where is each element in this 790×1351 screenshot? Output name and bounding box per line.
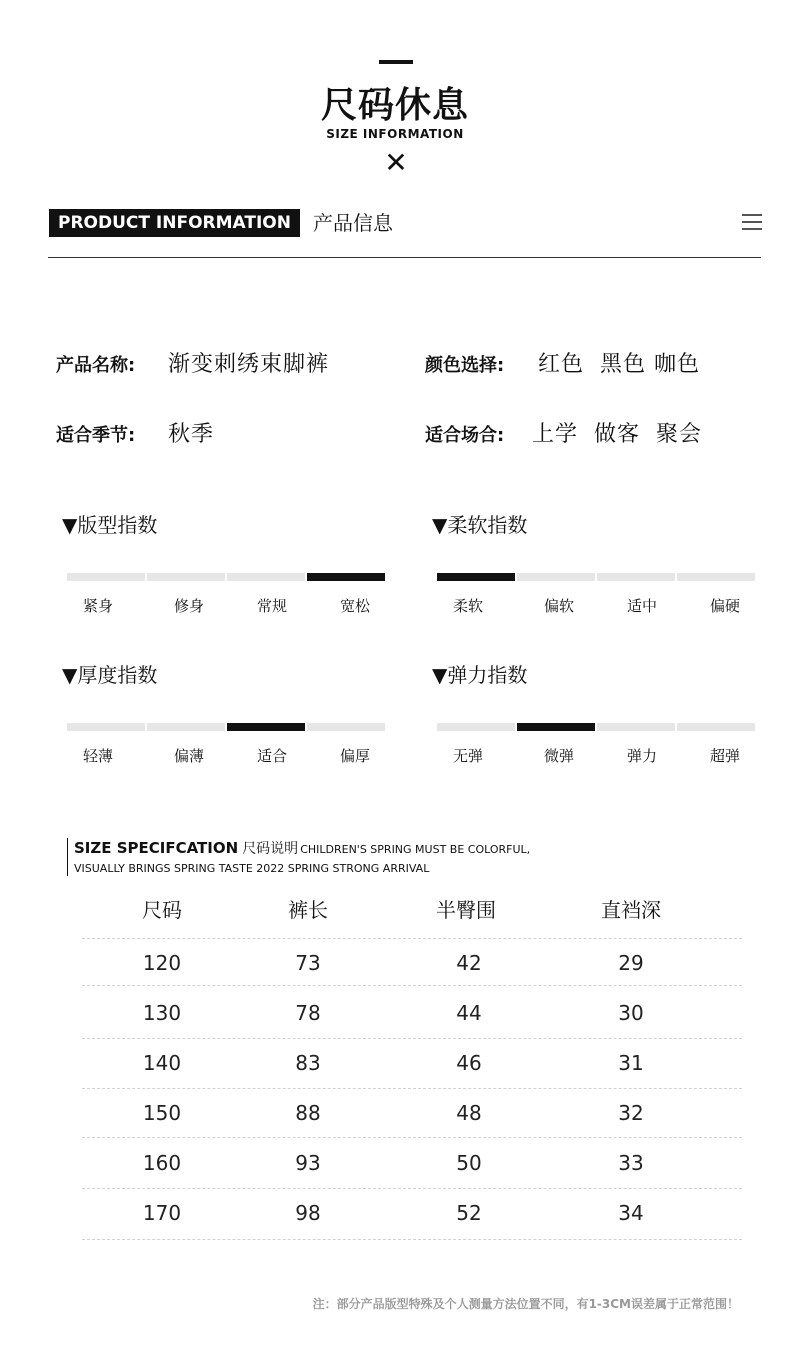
table-cell: 140	[142, 1051, 182, 1075]
elasticity-index-label: 无弹	[452, 747, 483, 765]
size-spec-desc-1: CHILDREN'S SPRING MUST BE COLORFUL,	[300, 843, 531, 856]
fit-index-segment-selected	[307, 573, 385, 581]
elasticity-index-segment	[597, 723, 675, 731]
size-spec-desc-2: VISUALLY BRINGS SPRING TASTE 2022 SPRING STRONG ARRIVAL	[74, 862, 430, 875]
table-cell: 30	[618, 1001, 644, 1025]
table-cell: 29	[618, 951, 644, 975]
table-header-cell: 尺码	[142, 898, 182, 922]
fit-index-segment	[227, 573, 305, 581]
table-header-cell: 直裆深	[601, 898, 661, 922]
measurement-note: 注：部分产品版型特殊及个人测量方法位置不同，有1-3CM误差属于正常范围！	[312, 1297, 739, 1311]
table-row-divider	[82, 1137, 742, 1138]
elasticity-index-label: 微弹	[543, 747, 574, 765]
table-cell: 42	[456, 951, 482, 975]
occasion-value: 上学 做客 聚会	[532, 422, 702, 447]
color-label: 颜色选择:	[425, 355, 505, 376]
table-cell: 78	[295, 1001, 321, 1025]
table-cell: 93	[295, 1151, 321, 1175]
table-cell: 52	[456, 1201, 482, 1225]
thickness-index-segment	[67, 723, 145, 731]
table-cell: 160	[142, 1151, 182, 1175]
table-cell: 83	[295, 1051, 321, 1075]
table-row-divider	[82, 985, 742, 986]
table-cell: 33	[618, 1151, 644, 1175]
thickness-index-label: 轻薄	[82, 747, 113, 765]
table-row-divider	[82, 1239, 742, 1240]
page-subtitle: SIZE INFORMATION	[326, 127, 464, 141]
table-cell: 98	[295, 1201, 321, 1225]
elasticity-index-title: ▼弹力指数	[432, 663, 528, 687]
elasticity-index-label: 超弹	[709, 747, 740, 765]
softness-index-segment	[677, 573, 755, 581]
table-cell: 73	[295, 951, 321, 975]
table-row-divider	[82, 1038, 742, 1039]
softness-index-segment	[517, 573, 595, 581]
fit-index-label: 宽松	[339, 597, 370, 615]
fit-index-segment	[147, 573, 225, 581]
thickness-index-segment	[147, 723, 225, 731]
thickness-index-segment-selected	[227, 723, 305, 731]
table-cell: 46	[456, 1051, 482, 1075]
table-row-divider	[82, 1188, 742, 1189]
thickness-index-segment	[307, 723, 385, 731]
thickness-index-label: 适合	[256, 747, 287, 765]
occasion-label: 适合场合:	[425, 425, 505, 446]
fit-index-segment	[67, 573, 145, 581]
product-information-title: 产品信息	[313, 211, 393, 235]
elasticity-index-label: 弹力	[626, 747, 657, 765]
softness-index-label: 适中	[626, 597, 657, 615]
close-icon[interactable]: ✕	[384, 146, 408, 179]
table-cell: 31	[618, 1051, 644, 1075]
product-name-value: 渐变刺绣束脚裤	[168, 352, 330, 377]
softness-index-label: 偏软	[543, 597, 574, 615]
color-value: 红色 黑色 咖色	[538, 352, 700, 377]
thickness-index-label: 偏厚	[339, 747, 370, 765]
table-cell: 44	[456, 1001, 482, 1025]
table-cell: 120	[142, 951, 182, 975]
top-dash-divider	[379, 60, 413, 64]
elasticity-index-segment	[437, 723, 515, 731]
softness-index-label: 柔软	[452, 597, 483, 615]
table-cell: 150	[142, 1101, 182, 1125]
hamburger-icon[interactable]	[742, 213, 762, 231]
table-cell: 130	[142, 1001, 182, 1025]
table-row-divider	[82, 938, 742, 939]
fit-index-label: 常规	[256, 597, 287, 615]
fit-index-title: ▼版型指数	[62, 513, 158, 537]
spec-accent-line	[67, 838, 68, 876]
table-cell: 32	[618, 1101, 644, 1125]
elasticity-index-segment-selected	[517, 723, 595, 731]
table-cell: 48	[456, 1101, 482, 1125]
page-title: 尺码休息	[320, 85, 469, 126]
section-divider	[48, 257, 761, 258]
table-cell: 170	[142, 1201, 182, 1225]
product-information-banner: PRODUCT INFORMATION	[49, 209, 300, 237]
table-header-cell: 裤长	[288, 898, 328, 922]
softness-index-label: 偏硬	[709, 597, 740, 615]
elasticity-index-segment	[677, 723, 755, 731]
softness-index-segment-selected	[437, 573, 515, 581]
size-spec-title-cn: 尺码说明	[242, 841, 299, 857]
table-cell: 34	[618, 1201, 644, 1225]
softness-index-title: ▼柔软指数	[432, 513, 528, 537]
season-value: 秋季	[168, 422, 215, 447]
table-row-divider	[82, 1088, 742, 1089]
table-cell: 88	[295, 1101, 321, 1125]
table-cell: 50	[456, 1151, 482, 1175]
table-header-cell: 半臀围	[436, 898, 496, 922]
fit-index-label: 修身	[173, 597, 204, 615]
season-label: 适合季节:	[56, 425, 136, 446]
fit-index-label: 紧身	[82, 597, 113, 615]
size-spec-title	[74, 838, 530, 860]
product-name-label: 产品名称:	[56, 355, 136, 376]
thickness-index-title: ▼厚度指数	[62, 663, 158, 687]
thickness-index-label: 偏薄	[173, 747, 204, 765]
size-spec-title-en: SIZE SPECIFCATION	[74, 839, 239, 857]
softness-index-segment	[597, 573, 675, 581]
